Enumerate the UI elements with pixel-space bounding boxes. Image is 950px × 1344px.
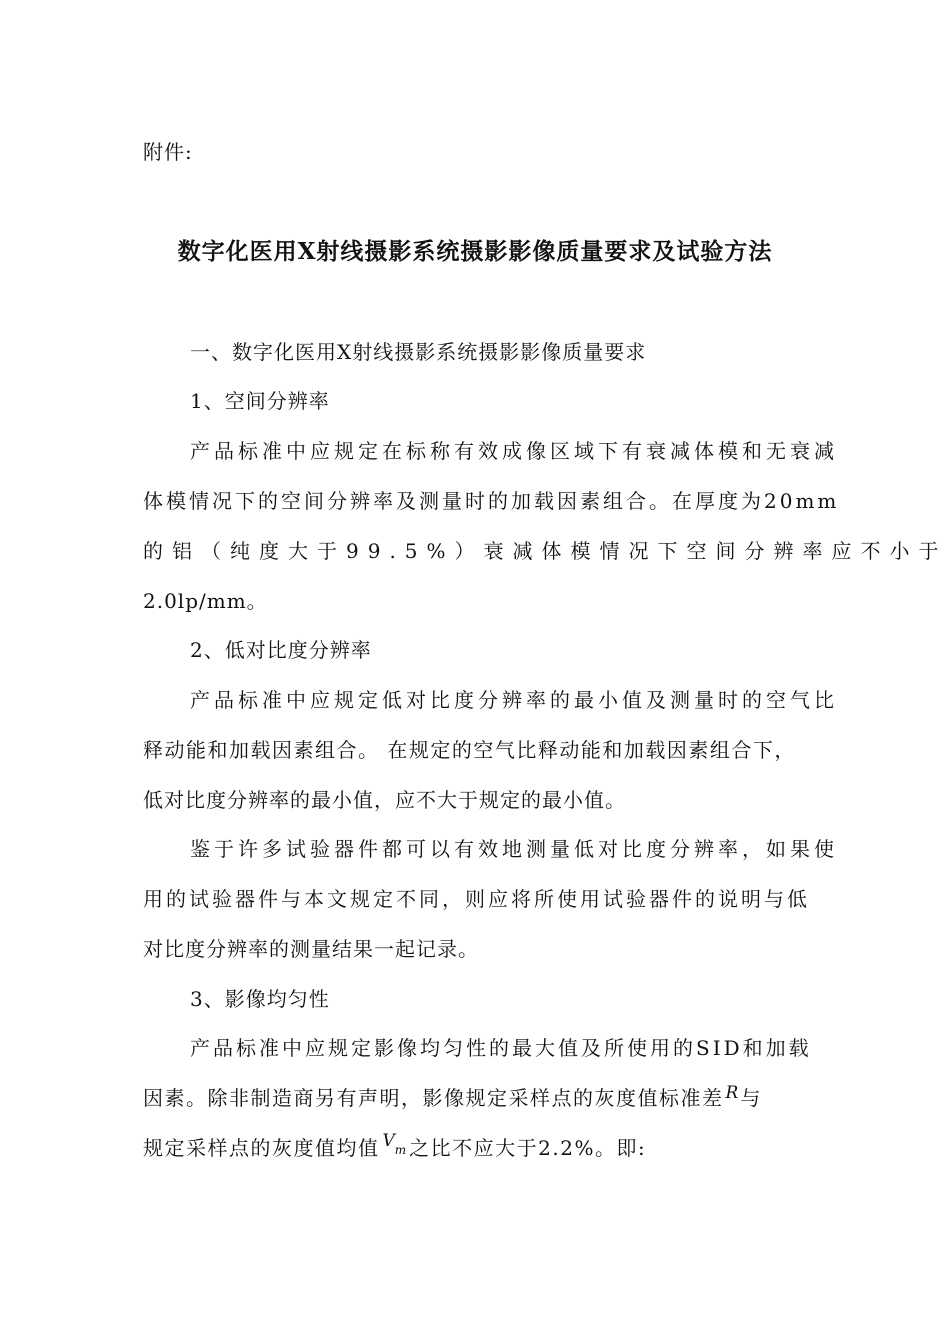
item-2-line: 低对比度分辨率的最小值，应不大于规定的最小值。 [143,788,626,812]
item-1-heading: 1、空间分辨率 [190,389,330,413]
item-3-line [143,1084,762,1114]
item-2-line: 产品标准中应规定低对比度分辨率的最小值及测量时的空气比 [190,688,838,712]
item-3-line: 产品标准中应规定影像均匀性的最大值及所使用的SID和加载 [190,1036,812,1060]
std-dev-symbol: R [725,1083,739,1103]
item-2-line: 鉴于许多试验器件都可以有效地测量低对比度分辨率，如果使 [190,837,838,861]
section-heading: 一、数字化医用X射线摄影系统摄影影像质量要求 [190,340,647,364]
item-2-heading: 2、低对比度分辨率 [190,638,372,662]
item-1-line: 体模情况下的空间分辨率及测量时的加载因素组合。在厚度为20mm [143,489,840,513]
item-1-line: 产品标准中应规定在标称有效成像区域下有衰减体模和无衰减 [190,439,838,463]
item-3-line [143,1131,647,1165]
item-3-line-text: 因素。除非制造商另有声明，影像规定采样点的灰度值标准差 [143,1086,724,1110]
mean-subscript: m [394,1143,407,1157]
item-3-line-text: 规定采样点的灰度值均值 [143,1136,380,1160]
document-title: 数字化医用X射线摄影系统摄影影像质量要求及试验方法 [177,238,773,265]
item-1-line: 2.0lp/mm。 [143,589,268,613]
mean-symbol: V [382,1131,395,1151]
item-3-line-text: 与 [740,1086,762,1110]
item-3-heading: 3、影像均匀性 [190,987,330,1011]
attachment-label: 附件: [143,140,193,164]
item-2-line: 对比度分辨率的测量结果一起记录。 [143,937,479,961]
item-2-line: 用的试验器件与本文规定不同，则应将所使用试验器件的说明与低 [143,887,810,911]
item-1-line: 的铝（纯度大于99.5%）衰减体模情况下空间分辨率应不小于 [143,539,948,563]
item-3-line-text: 之比不应大于2.2%。即: [409,1136,647,1160]
item-2-line: 释动能和加载因素组合。 在规定的空气比释动能和加载因素组合下， [143,738,796,762]
